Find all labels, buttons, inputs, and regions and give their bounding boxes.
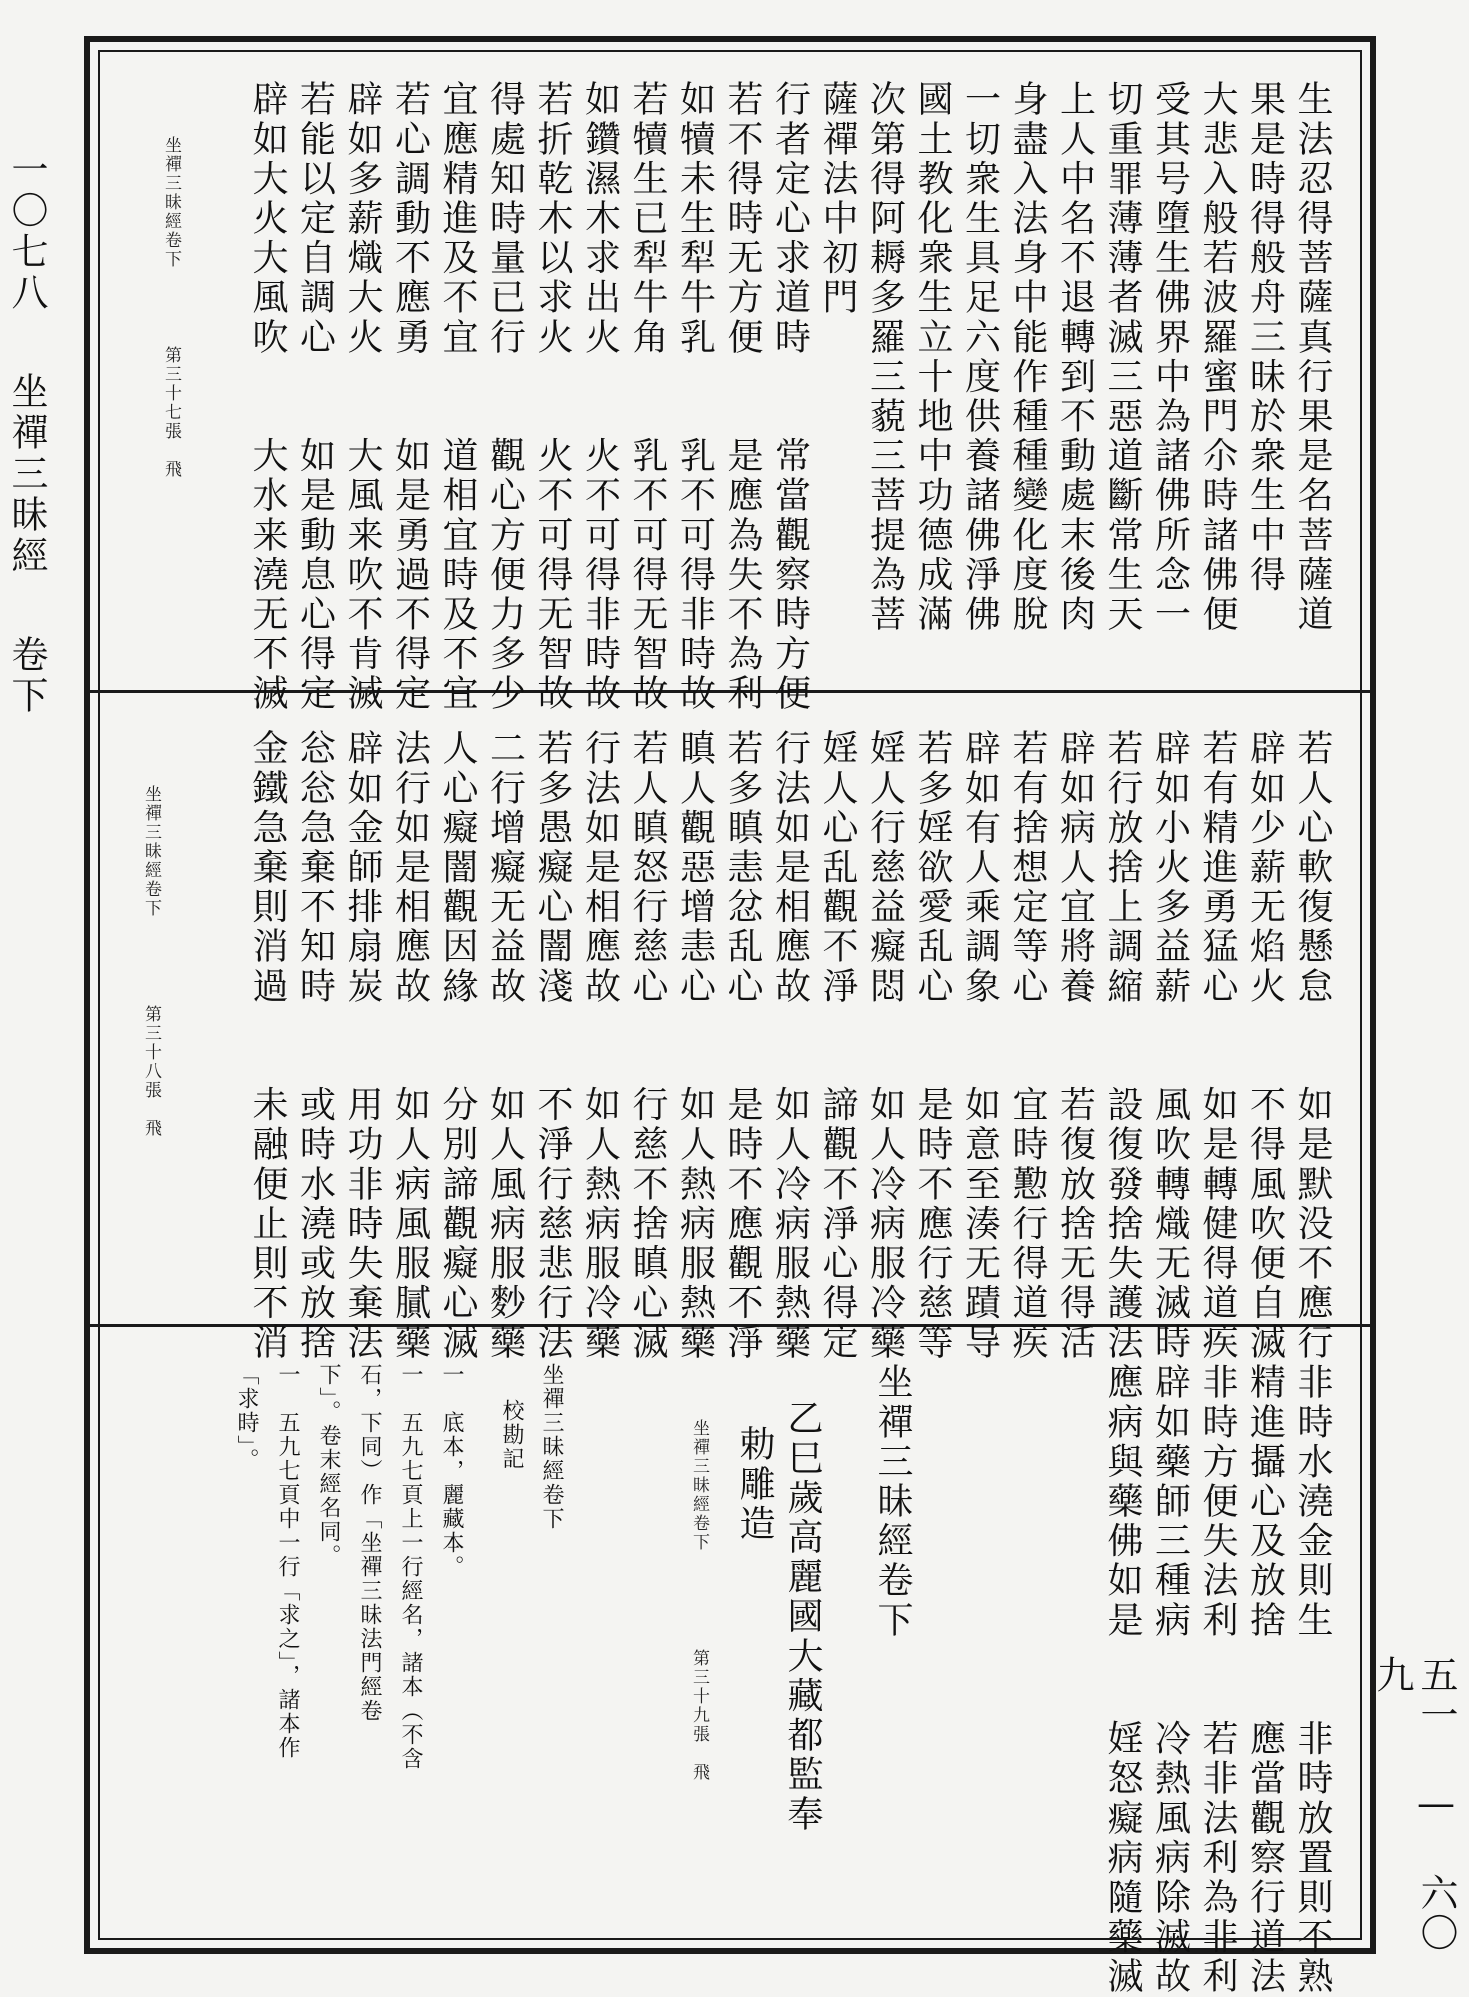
volume-page-number: 一〇七八 bbox=[5, 150, 48, 314]
text-column: 人心癡闇觀因緣 分別諦觀癡心滅 bbox=[437, 729, 478, 1363]
text-column: 若有精進勇猛心 如是轉健得道疾 bbox=[1197, 729, 1238, 1363]
end-title: 坐禪三昧經卷下 bbox=[872, 1363, 913, 1641]
text-column: 若能以定自調心 如是動息心得定 bbox=[294, 80, 336, 714]
text-column: 生法忍得菩薩真行果是名菩薩道 bbox=[1292, 80, 1333, 635]
block-page-number: 第三十八張 飛 bbox=[141, 1005, 161, 1138]
text-column: 宜應精進及不宜 道相宜時及不宜 bbox=[437, 80, 478, 714]
text-column: 大悲入般若波羅蜜門尒時諸佛便 bbox=[1197, 80, 1238, 635]
text-column: 婬人心乱觀不淨 諦觀不淨心得定 bbox=[817, 729, 858, 1363]
text-column: 若多愚癡心闇淺 不淨行慈悲行法 bbox=[532, 729, 573, 1363]
text-column: 若犢生已犁牛角 乳不可得无智故 bbox=[627, 80, 668, 714]
verse-column: 精進攝心及放捨 應當觀察行道法 bbox=[1244, 1363, 1286, 1997]
text-column: 行法如是相應故 如人熱病服冷藥 bbox=[579, 729, 621, 1363]
text-column: 若人心軟復懸怠 如是默没不應行 bbox=[1292, 729, 1333, 1363]
text-column: 如鑽濕木求出火 火不可得非時故 bbox=[579, 80, 621, 714]
text-column: 辟如小火多益薪 風吹轉熾无滅時 bbox=[1149, 729, 1191, 1363]
text-column: 行法如是相應故 如人冷病服熱藥 bbox=[769, 729, 811, 1363]
text-column: 次第得阿耨多羅三藐三菩提為菩 bbox=[864, 80, 906, 635]
fascicle-label: 卷下 bbox=[5, 635, 48, 717]
running-head-right: 五一 — 六〇九 bbox=[1370, 1655, 1458, 1953]
text-column: 受其号墮生佛界中為諸佛所念一 bbox=[1149, 80, 1191, 635]
sutra-title: 坐禪三昧經 bbox=[5, 372, 48, 577]
block-page-number: 第三十九張 飛 bbox=[689, 1649, 709, 1782]
text-column: 辟如有人乘調象 如意至湊无蹟导 bbox=[959, 729, 1001, 1363]
text-column: 薩禪法中初門 bbox=[817, 80, 858, 318]
text-panel-bottom bbox=[98, 1339, 1358, 1997]
verse-column: 辟如藥師三種病 冷熱風病除滅故 bbox=[1149, 1363, 1191, 1997]
verse-column: 應病與藥佛如是 婬怒癡病隨藥滅 bbox=[1102, 1363, 1143, 1997]
text-column: 一切衆生具足六度供養諸佛淨佛 bbox=[959, 80, 1001, 635]
text-column: 忩忩急棄不知時 或時水澆或放捨 bbox=[294, 729, 336, 1363]
collation-notes bbox=[98, 1339, 1358, 1934]
text-column: 若心調動不應勇 如是勇過不得定 bbox=[389, 80, 431, 714]
text-column: 行者定心求道時 常當觀察時方便 bbox=[769, 80, 811, 714]
collation-note: 石，下同）作「坐禪三昧法門經卷 bbox=[357, 1363, 382, 1723]
text-column: 若多瞋恚忿乱心 是時不應觀不淨 bbox=[722, 729, 763, 1363]
collation-note: 一 五九七頁中一行「求之」，諸本作 bbox=[275, 1363, 300, 1760]
text-column: 若有捨想定等心 宜時懃行得道疾 bbox=[1007, 729, 1048, 1363]
text-column: 身盡入法身中能作種種變化度脫 bbox=[1007, 80, 1048, 635]
text-column: 若多婬欲愛乱心 是時不應行慈等 bbox=[912, 729, 953, 1363]
page-frame bbox=[84, 36, 1376, 1997]
text-columns bbox=[98, 56, 1358, 714]
verse-column: 非時水澆金則生 非時放置則不熟 bbox=[1292, 1363, 1333, 1997]
text-column: 二行增癡无益故 如人風病服麨藥 bbox=[484, 729, 526, 1363]
text-column: 金鐵急棄則消過 未融便止則不消 bbox=[247, 729, 288, 1363]
collation-title: 坐禪三昧經卷下 bbox=[539, 1363, 564, 1531]
colophon-line-1: 乙巳歲高麗國大藏都監奉 bbox=[782, 1399, 823, 1835]
text-column: 若行放捨上調縮 設復發捨失護法 bbox=[1102, 729, 1143, 1363]
text-column: 婬人行慈益癡悶 如人冷病服冷藥 bbox=[864, 729, 906, 1363]
text-column: 辟如金師排扇炭 用功非時失棄法 bbox=[342, 729, 383, 1363]
collation-note: 下」。卷末經名同。 bbox=[316, 1363, 341, 1568]
block-sutra-label: 坐禪三昧經卷下 bbox=[689, 1419, 709, 1552]
collation-subtitle: 校勘記 bbox=[499, 1399, 524, 1471]
text-panel-top bbox=[98, 56, 1358, 714]
block-sutra-label: 坐禪三昧經卷下 bbox=[141, 785, 161, 918]
text-column: 辟如大火大風吹 大水来澆无不滅 bbox=[247, 80, 288, 714]
text-column: 若不得時无方便 是應為失不為利 bbox=[722, 80, 763, 714]
text-column: 法行如是相應故 如人病風服膩藥 bbox=[389, 729, 431, 1363]
text-column: 得處知時量已行 觀心方便力多少 bbox=[484, 80, 526, 714]
verse-column: 非時方便失法利 若非法利為非利 bbox=[1197, 1363, 1238, 1997]
text-panel-middle bbox=[98, 705, 1358, 1363]
text-column: 切重罪薄薄者滅三惡道斷常生天 bbox=[1102, 80, 1143, 635]
block-sutra-label: 坐禪三昧經卷下 bbox=[161, 136, 181, 269]
text-column: 國土教化衆生立十地中功德成滿 bbox=[912, 80, 953, 635]
text-column: 瞋人觀惡增恚心 如人熱病服熱藥 bbox=[674, 729, 716, 1363]
text-column: 辟如病人宜將養 若復放捨无得活 bbox=[1054, 729, 1096, 1363]
collation-note: 一 底本，麗藏本。 bbox=[439, 1363, 464, 1579]
text-columns bbox=[98, 705, 1358, 1363]
text-column: 若人瞋怒行慈心 行慈不捨瞋心滅 bbox=[627, 729, 668, 1363]
colophon-line-2: 勅雕造 bbox=[734, 1425, 775, 1544]
collation-note: 「求時」。 bbox=[234, 1363, 259, 1472]
text-column: 辟如少薪无焰火 不得風吹便自滅 bbox=[1244, 729, 1286, 1363]
text-column: 上人中名不退轉到不動處末後肉 bbox=[1054, 80, 1096, 635]
text-column: 辟如多薪熾大火 大風来吹不肯滅 bbox=[342, 80, 383, 714]
text-column: 果是時得般舟三昧於衆生中得 bbox=[1244, 80, 1286, 595]
text-column: 如犢未生犁牛乳 乳不可得非時故 bbox=[674, 80, 716, 714]
text-column: 若折乾木以求火 火不可得无智故 bbox=[532, 80, 573, 714]
block-page-number: 第三十七張 飛 bbox=[161, 346, 181, 479]
running-head-left bbox=[4, 150, 48, 1500]
collation-note: 一 五九七頁上一行經名，諸本（不含 bbox=[398, 1363, 423, 1771]
